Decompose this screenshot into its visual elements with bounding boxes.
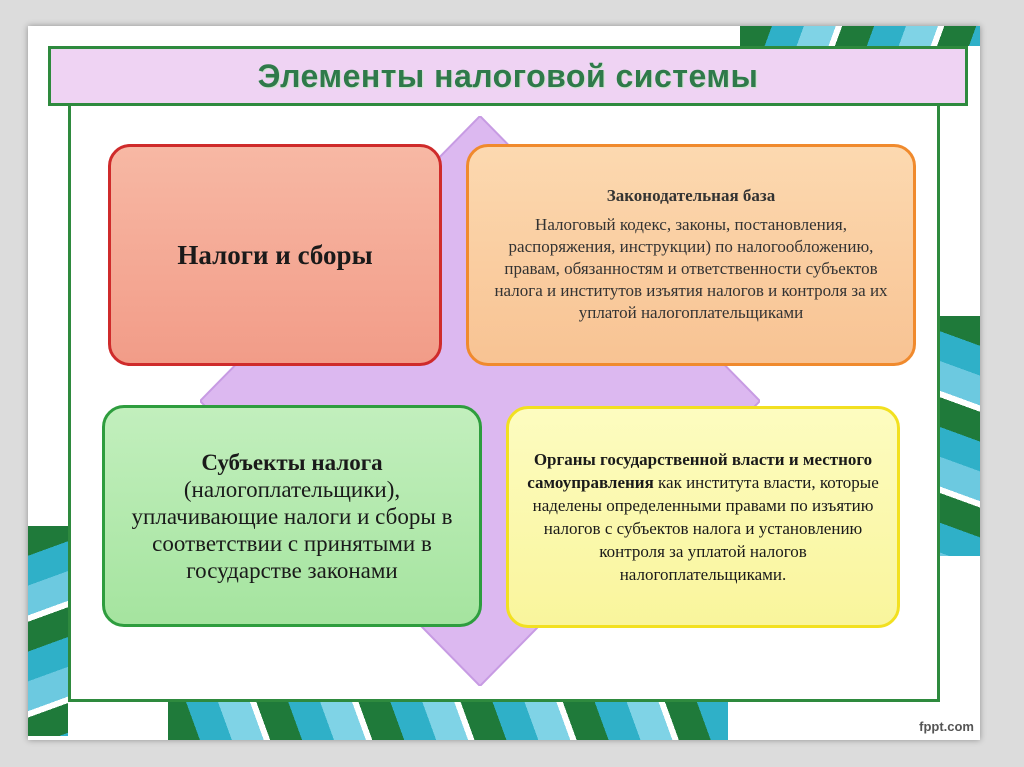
title-bar (48, 46, 968, 106)
stripe-bottom (168, 702, 728, 740)
legal-base-text: Налоговый кодекс, законы, постановления, распоряжения, инструкции) по налогообложению, правам, обязанностям и ответственности субъектов налога и институтов изъятия налогов и контроля за их уплатой налогоплательщиками (494, 215, 888, 322)
page-title: Элементы налоговой системы (257, 57, 759, 94)
subjects-text-block (123, 449, 461, 584)
stripe-top-right (740, 26, 980, 46)
authorities-text-block (523, 448, 883, 586)
box-authorities (506, 406, 900, 628)
legal-base-title: Законодательная база (606, 186, 776, 205)
box-legal-base (466, 144, 916, 366)
taxes-label: Налоги и сборы (177, 239, 373, 270)
authorities-text: как института власти, которые наделены определенными правами по изъятию налогов с субъектов налога и установлению контроля за уплатой налогов налогоплательщиками. (532, 473, 879, 584)
slide (28, 26, 980, 740)
box-taxes-and-fees (108, 144, 442, 366)
subjects-text: (налогоплательщики), уплачивающие налоги и сборы в соответствии с принятыми в государстве законами (131, 476, 453, 583)
authorities-title: Органы государственной власти и местного самоуправления (527, 450, 873, 492)
box-tax-subjects (102, 405, 482, 627)
stripe-left (28, 526, 68, 736)
stripe-right (940, 316, 980, 556)
subjects-title: Субъекты налога (201, 449, 383, 475)
watermark: fppt.com (919, 719, 974, 734)
